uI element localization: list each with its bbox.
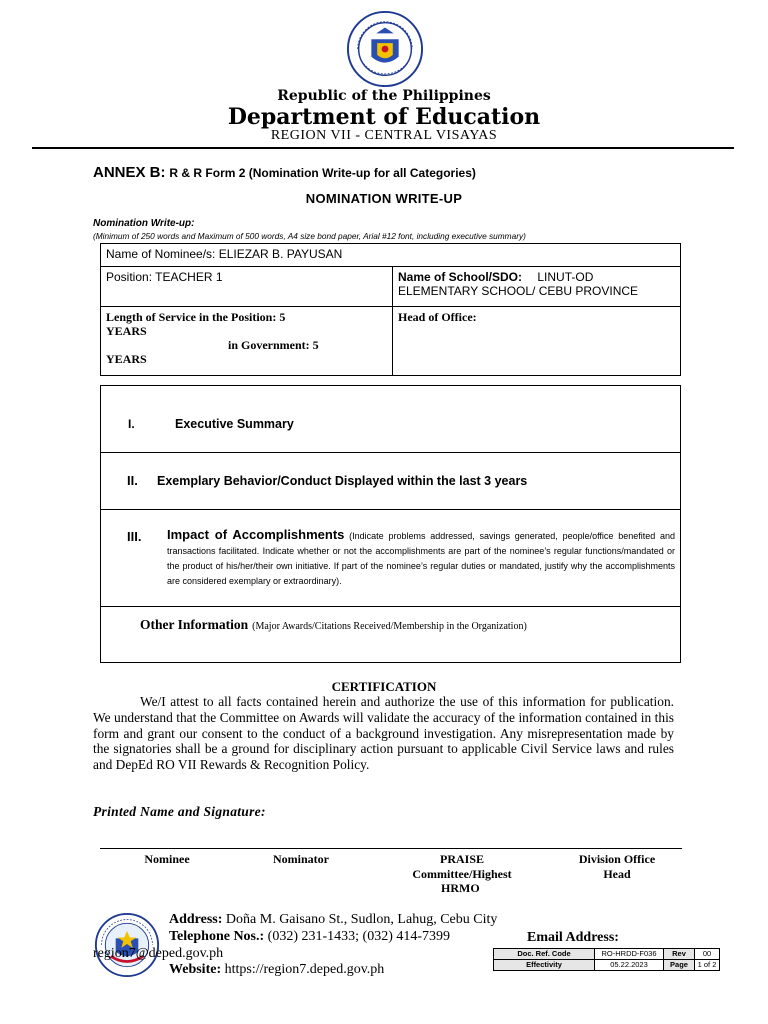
effectivity-value: 05.22.2023: [595, 960, 664, 971]
section-executive-summary: [101, 386, 680, 453]
region-line: REGION VII - CENTRAL VISAYAS: [270, 128, 498, 143]
deped-seal-logo: [346, 10, 424, 88]
service-years-1: YEARS: [106, 324, 147, 338]
rev-label: Rev: [664, 949, 695, 960]
annex-heading: [93, 164, 476, 181]
nominee-name-cell: Name of Nominee/s: ELIEZAR B. PAYUSAN: [101, 244, 681, 267]
section-3-number: III.: [127, 529, 142, 544]
section-3-title: Impact of Accomplishments: [167, 527, 345, 542]
republic-line: Republic of the Philippines: [277, 88, 491, 104]
division-line-1: Division Office: [578, 852, 656, 866]
section-2-number: II.: [127, 473, 138, 488]
deped-region-seal-logo: [94, 912, 160, 978]
service-years-2: YEARS: [106, 352, 147, 366]
section-exemplary-behavior: [101, 453, 680, 510]
doc-ref-value: RO-HRDD-F036: [595, 949, 664, 960]
phone-value: (032) 231-1433; (032) 414-7399: [267, 929, 451, 944]
certification-text: We/I attest to all facts contained herein and authorize the use of this information for publication. We understand that the Committee on Awards will validate the accuracy of the information contained in this form and grant our consent to the conduct of a background investigation. Any misrepresentation made by the signatories shall be a ground for disciplinary action pursuant to applicable Civil Service laws and rules and DepEd RO VII Rewards & Recognition Policy.: [93, 694, 674, 773]
website-label: Website:: [169, 962, 222, 977]
section-1-title: Executive Summary: [175, 417, 294, 431]
signatory-division-head: [557, 852, 677, 881]
email-link[interactable]: region7@deped.gov.ph: [93, 946, 224, 961]
head-of-office-cell: Head of Office:: [393, 307, 681, 376]
school-value-1: LINUT-OD: [537, 270, 594, 284]
section-1-number: I.: [128, 417, 135, 431]
service-length-cell: [101, 307, 393, 376]
signatory-nominator: Nominator: [273, 852, 329, 866]
writeup-label: Nomination Write-up:: [93, 218, 195, 229]
doc-ref-label: Doc. Ref. Code: [494, 949, 595, 960]
school-value-2: ELEMENTARY SCHOOL/ CEBU PROVINCE: [398, 284, 639, 298]
certification-body: [93, 694, 674, 773]
page-title: NOMINATION WRITE-UP: [305, 191, 463, 206]
email-label: Email Address:: [527, 930, 619, 945]
address-label: Address:: [169, 912, 223, 927]
certification-title: CERTIFICATION: [331, 679, 437, 694]
praise-line-2: Committee/Highest: [412, 866, 512, 881]
section-3-note: (Indicate problems addressed, savings generated, people/office benefited and transactions facilitated. Indicate whether or not the accomplishments are part of the nominee’s regular functions/mandated or the product of his/her/their own initiative. If part of the nominee’s regular duties or mandated, justify why the accomplishments are considered exemplary or extraordinary).: [167, 531, 675, 586]
department-title: Department of Education: [227, 104, 541, 130]
school-label: Name of School/SDO:: [398, 270, 523, 284]
effectivity-label: Effectivity: [494, 960, 595, 971]
division-line-2: Head: [603, 866, 631, 881]
nominee-info-table: [100, 243, 681, 376]
footer-website: [169, 962, 384, 978]
other-info-title: Other Information: [140, 617, 249, 632]
service-position: Length of Service in the Position: 5: [106, 310, 286, 324]
doc-ref-table: [493, 948, 720, 971]
section-2-title: Exemplary Behavior/Conduct Displayed within the last 3 years: [157, 474, 528, 488]
section-3-content: [167, 527, 675, 589]
section-other-information: [101, 607, 680, 662]
school-cell: [393, 267, 681, 307]
page-label: Page: [664, 960, 695, 971]
address-value: Doña M. Gaisano St., Sudlon, Lahug, Cebu City: [225, 912, 498, 927]
service-government: in Government: 5: [228, 338, 319, 352]
annex-form: R & R Form 2 (Nomination Write-up for all Categories): [169, 166, 476, 180]
praise-line-1: PRAISE: [439, 852, 484, 866]
signatory-praise: [384, 852, 540, 896]
page-value: 1 of 2: [695, 960, 720, 971]
praise-line-3: HRMO: [441, 881, 480, 895]
website-link[interactable]: https://region7.deped.gov.ph: [224, 962, 385, 977]
header-rule: [32, 147, 734, 149]
writeup-sections: [100, 385, 681, 663]
signature-label: Printed Name and Signature:: [93, 804, 266, 819]
rev-value: 00: [695, 949, 720, 960]
writeup-note: (Minimum of 250 words and Maximum of 500 words, A4 size bond paper, Arial #12 font, including executive summary): [93, 231, 526, 241]
footer-phone: [169, 929, 450, 945]
annex-label: ANNEX B:: [93, 164, 166, 181]
phone-label: Telephone Nos.:: [169, 929, 265, 944]
footer-address: [169, 912, 497, 928]
position-cell: Position: TEACHER 1: [101, 267, 393, 307]
other-info-note: (Major Awards/Citations Received/Membership in the Organization): [252, 621, 527, 632]
section-impact: [101, 510, 680, 607]
other-info-content: [140, 616, 527, 634]
signatory-nominee: Nominee: [144, 852, 190, 866]
signature-line: [100, 848, 682, 849]
